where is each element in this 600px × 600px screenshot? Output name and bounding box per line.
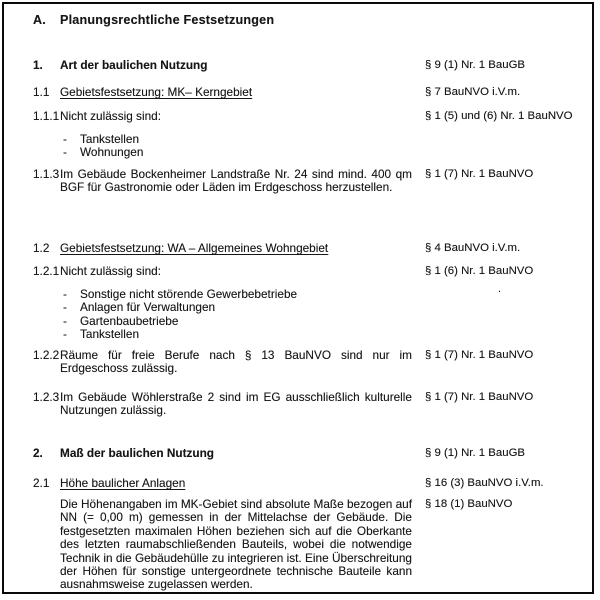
item-number: 1.2 [33, 241, 50, 255]
legal-reference: § 16 (3) BauNVO i.V.m. [425, 477, 544, 489]
bullet-dash: - [63, 313, 67, 328]
item-number: 2.1 [33, 476, 50, 490]
section-title: Planungsrechtliche Festsetzungen [60, 13, 275, 27]
legal-reference: § 1 (6) Nr. 1 BauNVO [425, 265, 534, 277]
item-number: 2. [33, 446, 43, 460]
legal-reference: § 9 (1) Nr. 1 BauGB [425, 59, 526, 71]
item-number: 1.2.2 [33, 348, 60, 362]
item-title: Gebietsfestsetzung: WA – Allgemeines Wohngebiet [60, 241, 329, 255]
item-number: 1.1.3 [33, 167, 60, 181]
legal-reference: § 18 (1) BauNVO [425, 498, 513, 510]
bullet-text: Tankstellen [80, 132, 140, 146]
list-item [63, 328, 408, 341]
list-item [63, 301, 408, 314]
item-number: 1. [33, 58, 43, 72]
item-title: Höhe baulicher Anlagen [60, 476, 186, 490]
item-text: Nicht zulässig sind: [60, 109, 161, 123]
legal-reference: § 4 BauNVO i.V.m. [425, 242, 521, 254]
item-number: 1.2.1 [33, 264, 60, 278]
bullet-text: Wohnungen [80, 145, 144, 160]
bullet-text: Tankstellen [80, 327, 140, 342]
list-item [63, 146, 408, 159]
legal-reference: § 1 (5) und (6) Nr. 1 BauNVO [425, 110, 573, 122]
bullet-dash: - [63, 300, 67, 315]
list-item [63, 288, 408, 301]
item-text: Im Gebäude Bockenheimer Landstraße Nr. 24 sind mind. 400 qm BGF für Gastronomie oder Läden im Erdgeschoss herzustellen. [60, 167, 412, 195]
legal-reference: § 1 (7) Nr. 1 BauNVO [425, 391, 534, 403]
document-page [2, 2, 594, 594]
item-title: Gebietsfestsetzung: MK– Kerngebiet [60, 85, 253, 99]
item-text: Nicht zulässig sind: [60, 264, 161, 278]
body-paragraph: Die Höhenangaben im MK-Gebiet sind absolute Maße bezogen auf NN (= 0,00 m) gemessen in der Mittelachse der Gebäude. Die festgesetzten maximalen Höhen beziehen sich auf die Oberkante des letzten raumabschließenden Bauteils, wobei die notwendige Technik in die Gebäudehülle zu integrieren ist. Eine Überschreitung der Höhen für sonstige untergeordnete technische Bauteile kann ausnahmsweise zugelassen werden. [60, 497, 412, 592]
bullet-dash: - [63, 132, 67, 146]
bullet-dash: - [63, 327, 67, 342]
bullet-text: Anlagen für Verwaltungen [80, 300, 216, 315]
item-text: Im Gebäude Wöhlerstraße 2 sind im EG ausschließlich kulturelle Nutzungen zulässig. [60, 390, 412, 418]
bullet-text: Sonstige nicht störende Gewerbebetriebe [80, 287, 298, 301]
item-text: Räume für freie Berufe nach § 13 BauNVO sind nur im Erdgeschoss zulässig. [60, 348, 412, 376]
list-item [63, 133, 408, 146]
item-title: Maß der baulichen Nutzung [60, 446, 215, 460]
bullet-dash: - [63, 145, 67, 160]
bullet-dash: - [63, 287, 67, 301]
scan-artifact-dot: . [498, 283, 502, 295]
item-number: 1.1 [33, 85, 50, 99]
item-number: 1.1.1 [33, 109, 60, 123]
legal-reference: § 7 BauNVO i.V.m. [425, 86, 521, 98]
list-item [63, 315, 408, 328]
legal-reference: § 1 (7) Nr. 1 BauNVO [425, 168, 534, 180]
item-title: Art der baulichen Nutzung [60, 58, 208, 72]
section-letter: A. [33, 13, 46, 27]
item-number: 1.2.3 [33, 390, 60, 404]
bullet-text: Gartenbaubetriebe [80, 313, 179, 328]
legal-reference: § 9 (1) Nr. 1 BauGB [425, 447, 526, 459]
legal-reference: § 1 (7) Nr. 1 BauNVO [425, 349, 534, 361]
